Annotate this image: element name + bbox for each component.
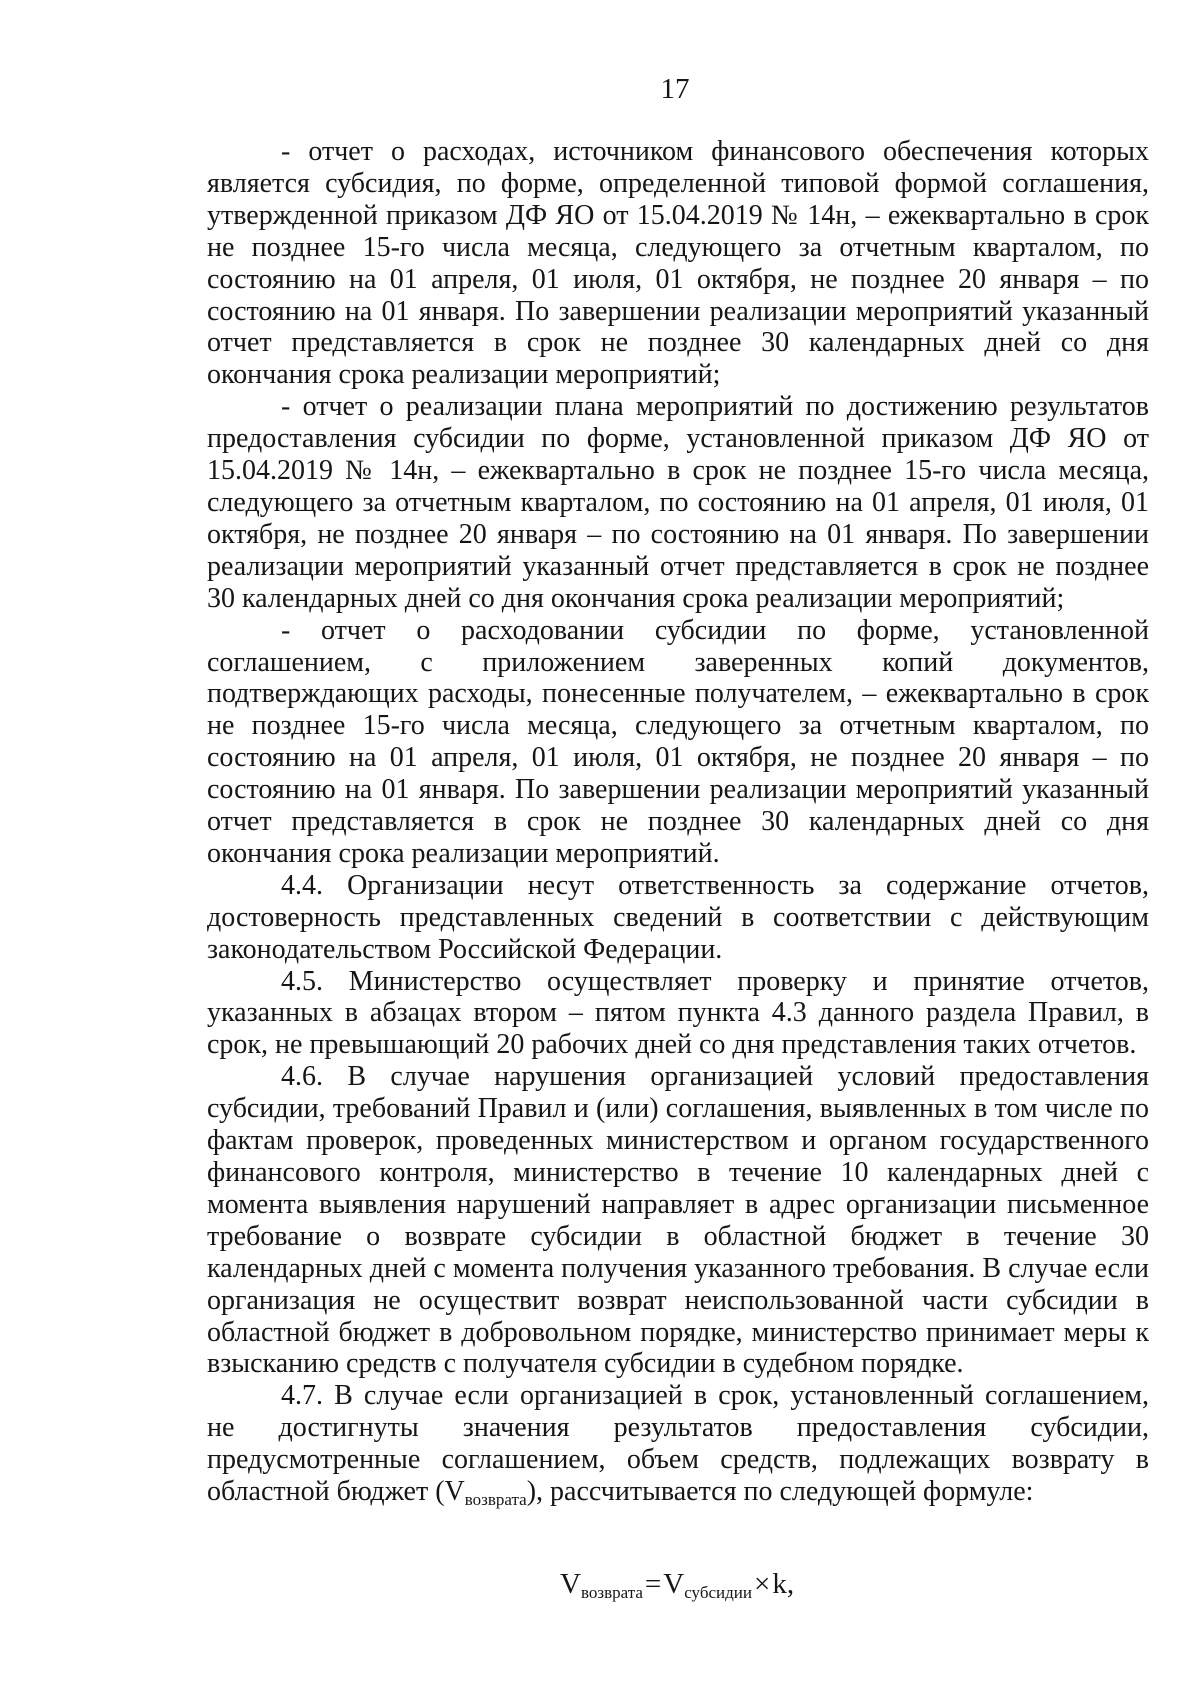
paragraph-4-4: 4.4. Организации несут ответственность за содержание отчетов, достоверность представленных сведений в соответствии с действующим законодательством Российской Федерации.	[207, 869, 1149, 965]
page-number: 17	[660, 73, 690, 105]
document-body	[207, 136, 1149, 1508]
paragraph-4-6: 4.6. В случае нарушения организацией условий предоставления субсидии, требований Правил и (или) соглашения, выявленных в том числе по фактам проверок, проведенных министерством и органом государственного финансового контроля, министерство в течение 10 календарных дней с момента выявления нарушений направляет в адрес организации письменное требование о возврате субсидии в областной бюджет в течение 30 календарных дней с момента получения указанного требования. В случае если организация не осуществит возврат неиспользованной части субсидии в областной бюджет в добровольном порядке, министерство принимает меры к взысканию средств с получателя субсидии в судебном порядке.	[207, 1061, 1149, 1380]
formula-lhs-symbol: V	[560, 1568, 581, 1600]
formula-factor: k,	[772, 1568, 795, 1600]
paragraph-4-7	[207, 1380, 1149, 1508]
paragraph-4-7-text-end: ), рассчитывается по следующей формуле:	[526, 1476, 1034, 1508]
paragraph-4-7-text: 4.7. В случае если организацией в срок, установленный соглашением, не достигнуты значения результатов предоставления субсидии, предусмотренные соглашением, объем средств, подлежащих возврату в областной бюджет (V	[207, 1380, 1149, 1508]
formula-rhs-subscript: субсидии	[684, 1583, 752, 1602]
formula-equals: =	[644, 1568, 662, 1600]
paragraph-expense-report: - отчет о расходах, источником финансового обеспечения которых является субсидия, по форме, определенной типовой формой соглашения, утвержденной приказом ДФ ЯО от 15.04.2019 № 14н, – ежеквартально в срок не позднее 15-го числа месяца, следующего за отчетным кварталом, по состоянию на 01 апреля, 01 июля, 01 октября, не позднее 20 января – по состоянию на 01 января. По завершении реализации мероприятий указанный отчет представляется в срок не позднее 30 календарных дней со дня окончания срока реализации мероприятий;	[207, 136, 1149, 391]
paragraph-plan-report: - отчет о реализации плана мероприятий по достижению результатов предоставления субсидии по форме, установленной приказом ДФ ЯО от 15.04.2019 № 14н, – ежеквартально в срок не позднее 15-го числа месяца, следующего за отчетным кварталом, по состоянию на 01 апреля, 01 июля, 01 октября, не позднее 20 января – по состоянию на 01 января. По завершении реализации мероприятий указанный отчет представляется в срок не позднее 30 календарных дней со дня окончания срока реализации мероприятий;	[207, 391, 1149, 614]
formula-times: ×	[753, 1568, 771, 1600]
paragraph-4-5: 4.5. Министерство осуществляет проверку и принятие отчетов, указанных в абзацах втором – пятом пункта 4.3 данного раздела Правил, в срок, не превышающий 20 рабочих дней со дня представления таких отчетов.	[207, 965, 1149, 1061]
paragraph-spending-report: - отчет о расходовании субсидии по форме, установленной соглашением, с приложением заверенных копий документов, подтверждающих расходы, понесенные получателем, – ежеквартально в срок не позднее 15-го числа месяца, следующего за отчетным кварталом, по состоянию на 01 апреля, 01 июля, 01 октября, не позднее 20 января – по состоянию на 01 января. По завершении реализации мероприятий указанный отчет представляется в срок не позднее 30 календарных дней со дня окончания срока реализации мероприятий.	[207, 614, 1149, 869]
v-return-subscript: возврата	[464, 1490, 527, 1510]
formula-lhs-subscript: возврата	[580, 1583, 643, 1602]
return-formula	[560, 1567, 794, 1601]
formula-rhs-symbol: V	[663, 1568, 685, 1600]
